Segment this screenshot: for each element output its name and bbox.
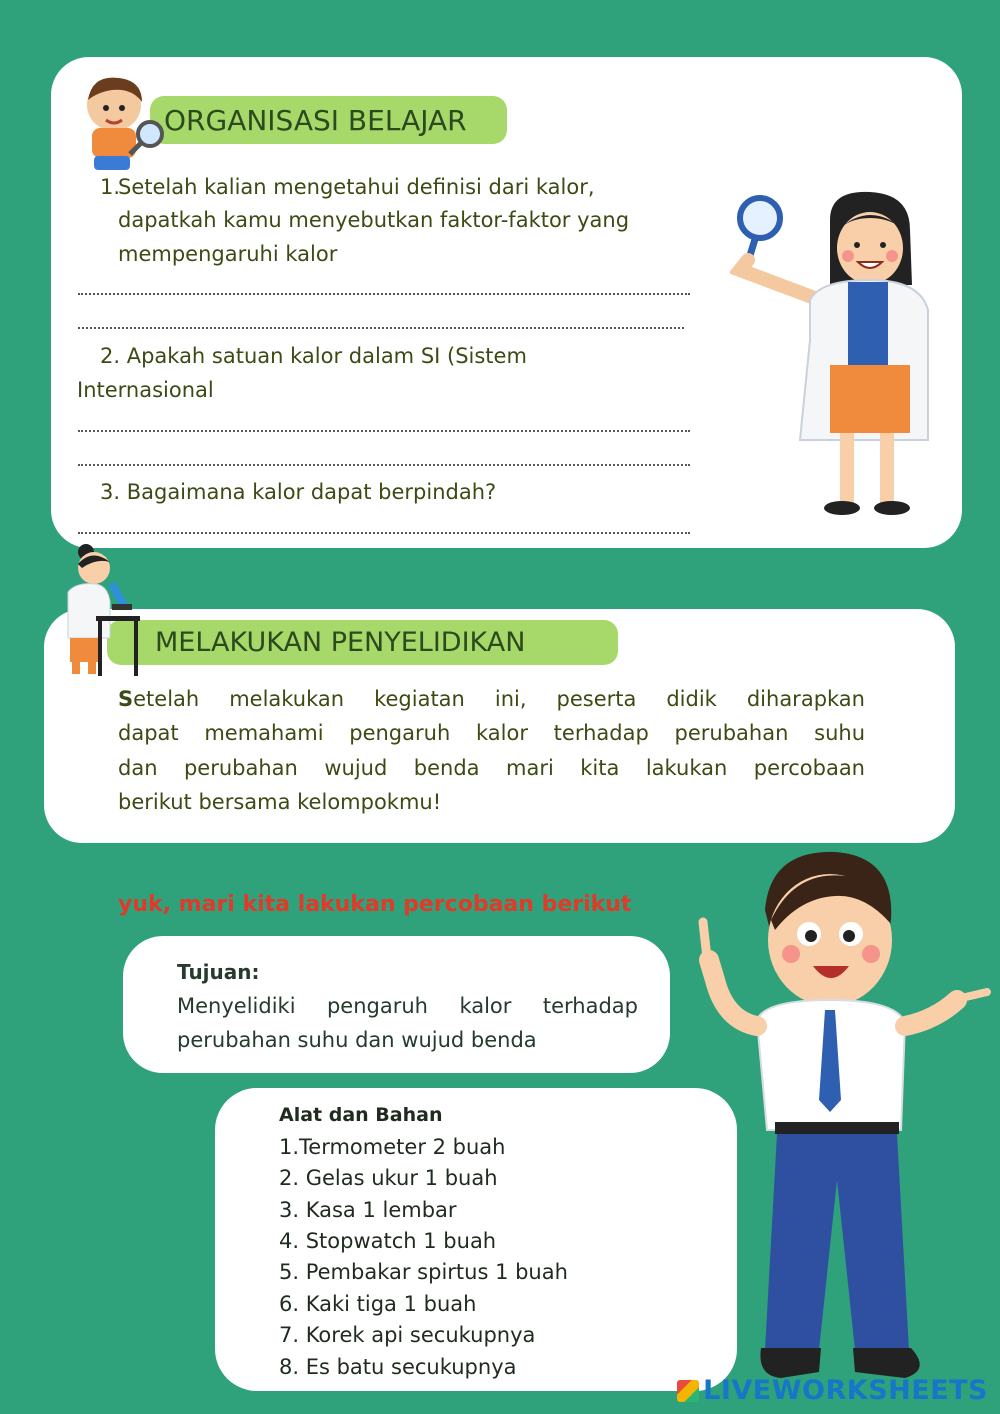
penyelidikan-title-pill bbox=[107, 620, 618, 665]
penyelidikan-para-line-2: dapat memahami pengaruh kalor terhadap perubahan suhu bbox=[118, 721, 865, 745]
alat-item-1: 1.Termometer 2 buah bbox=[279, 1135, 506, 1159]
q2-line-2: Internasional bbox=[77, 378, 214, 402]
tujuan-line-2: perubahan suhu dan wujud benda bbox=[177, 1028, 537, 1052]
penyelidikan-title: MELAKUKAN PENYELIDIKAN bbox=[155, 627, 526, 658]
alat-item-4: 4. Stopwatch 1 buah bbox=[279, 1229, 497, 1253]
organisasi-title-pill bbox=[150, 96, 507, 144]
alat-item-7: 7. Korek api secukupnya bbox=[279, 1323, 536, 1347]
answer-line-1b[interactable] bbox=[78, 327, 684, 329]
alat-item-8: 8. Es batu secukupnya bbox=[279, 1355, 517, 1379]
answer-line-2a[interactable] bbox=[78, 430, 690, 432]
answer-line-1a[interactable] bbox=[78, 293, 690, 295]
scientist-girl-illustration bbox=[730, 190, 940, 520]
tujuan-line-1: Menyelidiki pengaruh kalor terhadap bbox=[177, 994, 638, 1018]
q2-line-1: 2. Apakah satuan kalor dalam SI (Sistem bbox=[100, 344, 527, 368]
organisasi-title: ORGANISASI BELAJAR bbox=[164, 103, 467, 137]
q1-number: 1. bbox=[100, 175, 121, 199]
student-boy-illustration bbox=[695, 850, 995, 1390]
logo-text: LIVEWORKSHEETS bbox=[703, 1375, 988, 1406]
boy-magnifier-illustration bbox=[72, 70, 167, 175]
q1-line-2: dapatkah kamu menyebutkan faktor-faktor yang bbox=[118, 208, 630, 232]
alat-item-5: 5. Pembakar spirtus 1 buah bbox=[279, 1260, 568, 1284]
q3-text: 3. Bagaimana kalor dapat berpindah? bbox=[100, 480, 497, 504]
tujuan-label: Tujuan: bbox=[177, 960, 260, 984]
liveworksheets-logo bbox=[677, 1375, 988, 1406]
penyelidikan-para-line-1 bbox=[118, 682, 865, 716]
q1-line-1: Setelah kalian mengetahui definisi dari kalor, bbox=[118, 175, 595, 199]
answer-line-3a[interactable] bbox=[78, 532, 690, 534]
para-line-1-rest: etelah melakukan kegiatan ini, peserta didik diharapkan bbox=[133, 687, 865, 711]
penyelidikan-para-line-4: berikut bersama kelompokmu! bbox=[118, 790, 442, 814]
alat-item-2: 2. Gelas ukur 1 buah bbox=[279, 1166, 498, 1190]
alat-bahan-label: Alat dan Bahan bbox=[279, 1104, 443, 1126]
alat-item-3: 3. Kasa 1 lembar bbox=[279, 1198, 457, 1222]
answer-line-2b[interactable] bbox=[78, 464, 690, 466]
logo-mark-icon bbox=[677, 1380, 699, 1402]
penyelidikan-para-line-3: dan perubahan wujud benda mari kita lakukan percobaan bbox=[118, 756, 865, 780]
q1-line-3: mempengaruhi kalor bbox=[118, 242, 338, 266]
alat-item-6: 6. Kaki tiga 1 buah bbox=[279, 1292, 477, 1316]
invite-text: yuk, mari kita lakukan percobaan berikut bbox=[118, 892, 632, 917]
girl-microscope-illustration bbox=[56, 542, 144, 678]
para-first-letter: S bbox=[118, 687, 134, 711]
